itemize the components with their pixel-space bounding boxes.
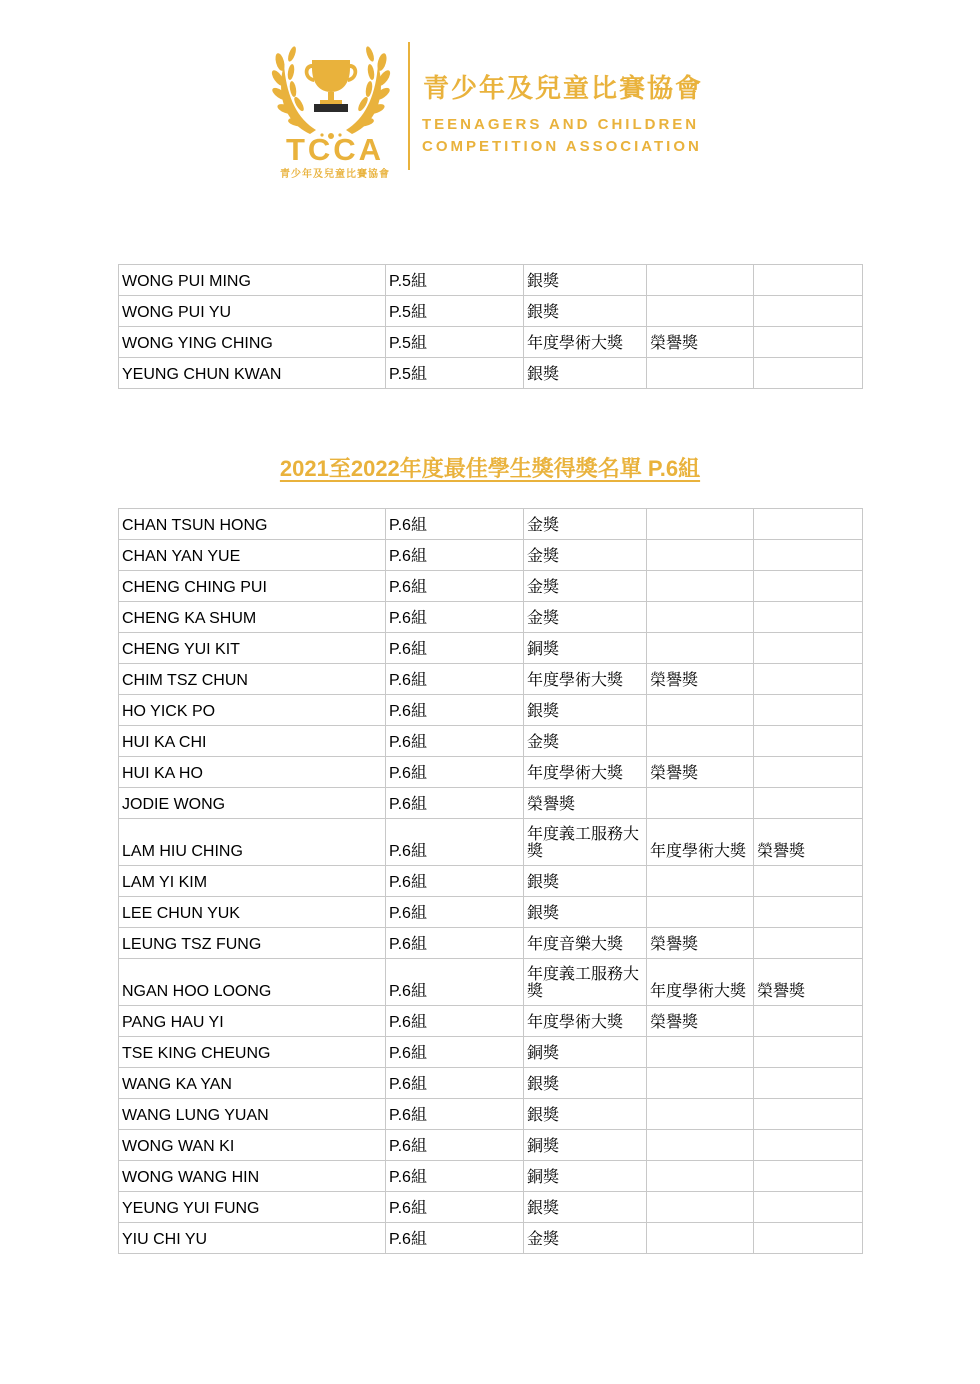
table-row	[119, 1068, 863, 1099]
group-cell: P.5組	[386, 327, 524, 358]
award-3-cell	[754, 928, 863, 959]
award-cell: 年度義工服務大獎	[524, 959, 647, 1006]
student-name-cell: TSE KING CHEUNG	[119, 1037, 386, 1068]
table-row	[119, 959, 863, 1006]
group-cell: P.6組	[386, 726, 524, 757]
award-2-cell	[647, 1192, 754, 1223]
student-name-cell: HUI KA CHI	[119, 726, 386, 757]
org-name-chinese: 青少年及兒童比賽協會	[423, 73, 704, 103]
award-cell: 銀獎	[524, 866, 647, 897]
group-cell: P.6組	[386, 959, 524, 1006]
table-row	[119, 265, 863, 296]
group-cell: P.6組	[386, 866, 524, 897]
table-row	[119, 897, 863, 928]
group-cell: P.6組	[386, 1037, 524, 1068]
award-cell: 年度學術大獎	[524, 664, 647, 695]
group-cell: P.6組	[386, 540, 524, 571]
table-row	[119, 819, 863, 866]
group-cell: P.6組	[386, 1161, 524, 1192]
award-cell: 銀獎	[524, 695, 647, 726]
award-2-cell: 年度學術大獎	[647, 819, 754, 866]
table-row	[119, 1192, 863, 1223]
award-cell: 年度學術大獎	[524, 1006, 647, 1037]
table-row	[119, 928, 863, 959]
award-cell: 金獎	[524, 1223, 647, 1254]
logo-abbreviation: TCCA	[285, 132, 385, 167]
award-2-cell	[647, 695, 754, 726]
group-cell: P.6組	[386, 928, 524, 959]
student-name-cell: CHIM TSZ CHUN	[119, 664, 386, 695]
award-3-cell	[754, 1130, 863, 1161]
student-name-cell: LEUNG TSZ FUNG	[119, 928, 386, 959]
student-name-cell: HO YICK PO	[119, 695, 386, 726]
org-name-english-line1: TEENAGERS AND CHILDREN	[422, 116, 700, 133]
student-name-cell: WONG PUI YU	[119, 296, 386, 327]
table-row	[119, 296, 863, 327]
student-name-cell: WONG WAN KI	[119, 1130, 386, 1161]
award-2-cell: 年度學術大獎	[647, 959, 754, 1006]
award-3-cell	[754, 1161, 863, 1192]
award-3-cell	[754, 1099, 863, 1130]
award-2-cell	[647, 296, 754, 327]
award-table-p5	[118, 264, 863, 389]
table-row	[119, 664, 863, 695]
table-row	[119, 866, 863, 897]
award-3-cell	[754, 1192, 863, 1223]
award-2-cell: 榮譽獎	[647, 664, 754, 695]
table-row	[119, 695, 863, 726]
award-3-cell	[754, 602, 863, 633]
award-3-cell	[754, 265, 863, 296]
award-3-cell	[754, 540, 863, 571]
award-cell: 金獎	[524, 602, 647, 633]
award-cell: 金獎	[524, 540, 647, 571]
table-row	[119, 540, 863, 571]
award-cell: 銅獎	[524, 633, 647, 664]
group-cell: P.6組	[386, 1223, 524, 1254]
table-row	[119, 327, 863, 358]
student-name-cell: WONG WANG HIN	[119, 1161, 386, 1192]
student-name-cell: YEUNG YUI FUNG	[119, 1192, 386, 1223]
award-2-cell	[647, 265, 754, 296]
student-name-cell: JODIE WONG	[119, 788, 386, 819]
table-row	[119, 633, 863, 664]
award-cell: 銅獎	[524, 1037, 647, 1068]
award-3-cell	[754, 695, 863, 726]
award-3-cell	[754, 1223, 863, 1254]
group-cell: P.6組	[386, 757, 524, 788]
group-cell: P.6組	[386, 633, 524, 664]
award-cell: 銀獎	[524, 1192, 647, 1223]
group-cell: P.6組	[386, 1192, 524, 1223]
award-3-cell	[754, 633, 863, 664]
award-3-cell	[754, 757, 863, 788]
award-2-cell: 榮譽獎	[647, 327, 754, 358]
award-3-cell	[754, 296, 863, 327]
student-name-cell: WANG LUNG YUAN	[119, 1099, 386, 1130]
table-row	[119, 726, 863, 757]
award-2-cell	[647, 726, 754, 757]
award-cell: 年度義工服務大獎	[524, 819, 647, 866]
student-name-cell: CHAN TSUN HONG	[119, 509, 386, 540]
award-2-cell	[647, 1130, 754, 1161]
award-cell: 年度學術大獎	[524, 327, 647, 358]
section-title-p6: 2021至2022年度最佳學生獎得獎名單 P.6組	[279, 456, 701, 481]
group-cell: P.6組	[386, 897, 524, 928]
group-cell: P.6組	[386, 695, 524, 726]
award-cell: 銀獎	[524, 265, 647, 296]
award-3-cell	[754, 788, 863, 819]
student-name-cell: CHENG KA SHUM	[119, 602, 386, 633]
award-2-cell	[647, 1223, 754, 1254]
group-cell: P.6組	[386, 602, 524, 633]
award-3-cell	[754, 509, 863, 540]
award-cell: 銅獎	[524, 1130, 647, 1161]
table-row	[119, 1006, 863, 1037]
award-3-cell	[754, 1068, 863, 1099]
group-cell: P.6組	[386, 1006, 524, 1037]
award-3-cell	[754, 571, 863, 602]
student-name-cell: CHENG CHING PUI	[119, 571, 386, 602]
student-name-cell: NGAN HOO LOONG	[119, 959, 386, 1006]
award-2-cell	[647, 1099, 754, 1130]
org-name-english-line2: COMPETITION ASSOCIATION	[422, 138, 702, 155]
group-cell: P.5組	[386, 296, 524, 327]
award-cell: 銀獎	[524, 358, 647, 389]
award-2-cell	[647, 1161, 754, 1192]
group-cell: P.6組	[386, 1099, 524, 1130]
trophy-laurel-icon	[270, 34, 392, 144]
student-name-cell: LEE CHUN YUK	[119, 897, 386, 928]
student-name-cell: WONG YING CHING	[119, 327, 386, 358]
award-2-cell	[647, 1068, 754, 1099]
award-cell: 金獎	[524, 571, 647, 602]
table-row	[119, 757, 863, 788]
table-row	[119, 1099, 863, 1130]
award-2-cell	[647, 571, 754, 602]
award-cell: 金獎	[524, 509, 647, 540]
student-name-cell: LAM HIU CHING	[119, 819, 386, 866]
award-2-cell	[647, 540, 754, 571]
award-cell: 金獎	[524, 726, 647, 757]
award-2-cell	[647, 602, 754, 633]
award-cell: 銀獎	[524, 897, 647, 928]
award-2-cell: 榮譽獎	[647, 1006, 754, 1037]
award-3-cell: 榮譽獎	[754, 959, 863, 1006]
student-name-cell: LAM YI KIM	[119, 866, 386, 897]
student-name-cell: YIU CHI YU	[119, 1223, 386, 1254]
award-cell: 銀獎	[524, 1099, 647, 1130]
award-cell: 年度音樂大獎	[524, 928, 647, 959]
logo-subtitle: 青少年及兒童比賽協會	[280, 169, 390, 180]
table-row	[119, 509, 863, 540]
table-row	[119, 602, 863, 633]
student-name-cell: WONG PUI MING	[119, 265, 386, 296]
award-3-cell	[754, 897, 863, 928]
group-cell: P.5組	[386, 358, 524, 389]
award-cell: 年度學術大獎	[524, 757, 647, 788]
award-2-cell	[647, 509, 754, 540]
group-cell: P.6組	[386, 664, 524, 695]
award-3-cell	[754, 358, 863, 389]
table-row	[119, 1223, 863, 1254]
table-row	[119, 1130, 863, 1161]
student-name-cell: PANG HAU YI	[119, 1006, 386, 1037]
group-cell: P.6組	[386, 509, 524, 540]
group-cell: P.6組	[386, 788, 524, 819]
award-2-cell	[647, 1037, 754, 1068]
award-3-cell	[754, 1037, 863, 1068]
student-name-cell: WANG KA YAN	[119, 1068, 386, 1099]
table-row	[119, 571, 863, 602]
group-cell: P.5組	[386, 265, 524, 296]
tcca-logo	[270, 34, 710, 180]
award-cell: 銀獎	[524, 1068, 647, 1099]
award-2-cell	[647, 866, 754, 897]
award-cell: 銀獎	[524, 296, 647, 327]
award-3-cell	[754, 327, 863, 358]
org-name-english	[422, 114, 702, 158]
award-3-cell: 榮譽獎	[754, 819, 863, 866]
logo-divider	[408, 42, 410, 170]
group-cell: P.6組	[386, 571, 524, 602]
award-2-cell	[647, 788, 754, 819]
table-row	[119, 358, 863, 389]
award-2-cell	[647, 358, 754, 389]
award-3-cell	[754, 726, 863, 757]
award-3-cell	[754, 866, 863, 897]
group-cell: P.6組	[386, 1068, 524, 1099]
award-cell: 榮譽獎	[524, 788, 647, 819]
table-row	[119, 1161, 863, 1192]
award-3-cell	[754, 1006, 863, 1037]
group-cell: P.6組	[386, 819, 524, 866]
student-name-cell: HUI KA HO	[119, 757, 386, 788]
award-table-p6	[118, 508, 863, 1254]
student-name-cell: CHENG YUI KIT	[119, 633, 386, 664]
group-cell: P.6組	[386, 1130, 524, 1161]
table-row	[119, 788, 863, 819]
award-2-cell	[647, 897, 754, 928]
award-2-cell: 榮譽獎	[647, 757, 754, 788]
award-2-cell	[647, 633, 754, 664]
award-2-cell: 榮譽獎	[647, 928, 754, 959]
award-cell: 銅獎	[524, 1161, 647, 1192]
table-row	[119, 1037, 863, 1068]
student-name-cell: CHAN YAN YUE	[119, 540, 386, 571]
student-name-cell: YEUNG CHUN KWAN	[119, 358, 386, 389]
award-3-cell	[754, 664, 863, 695]
